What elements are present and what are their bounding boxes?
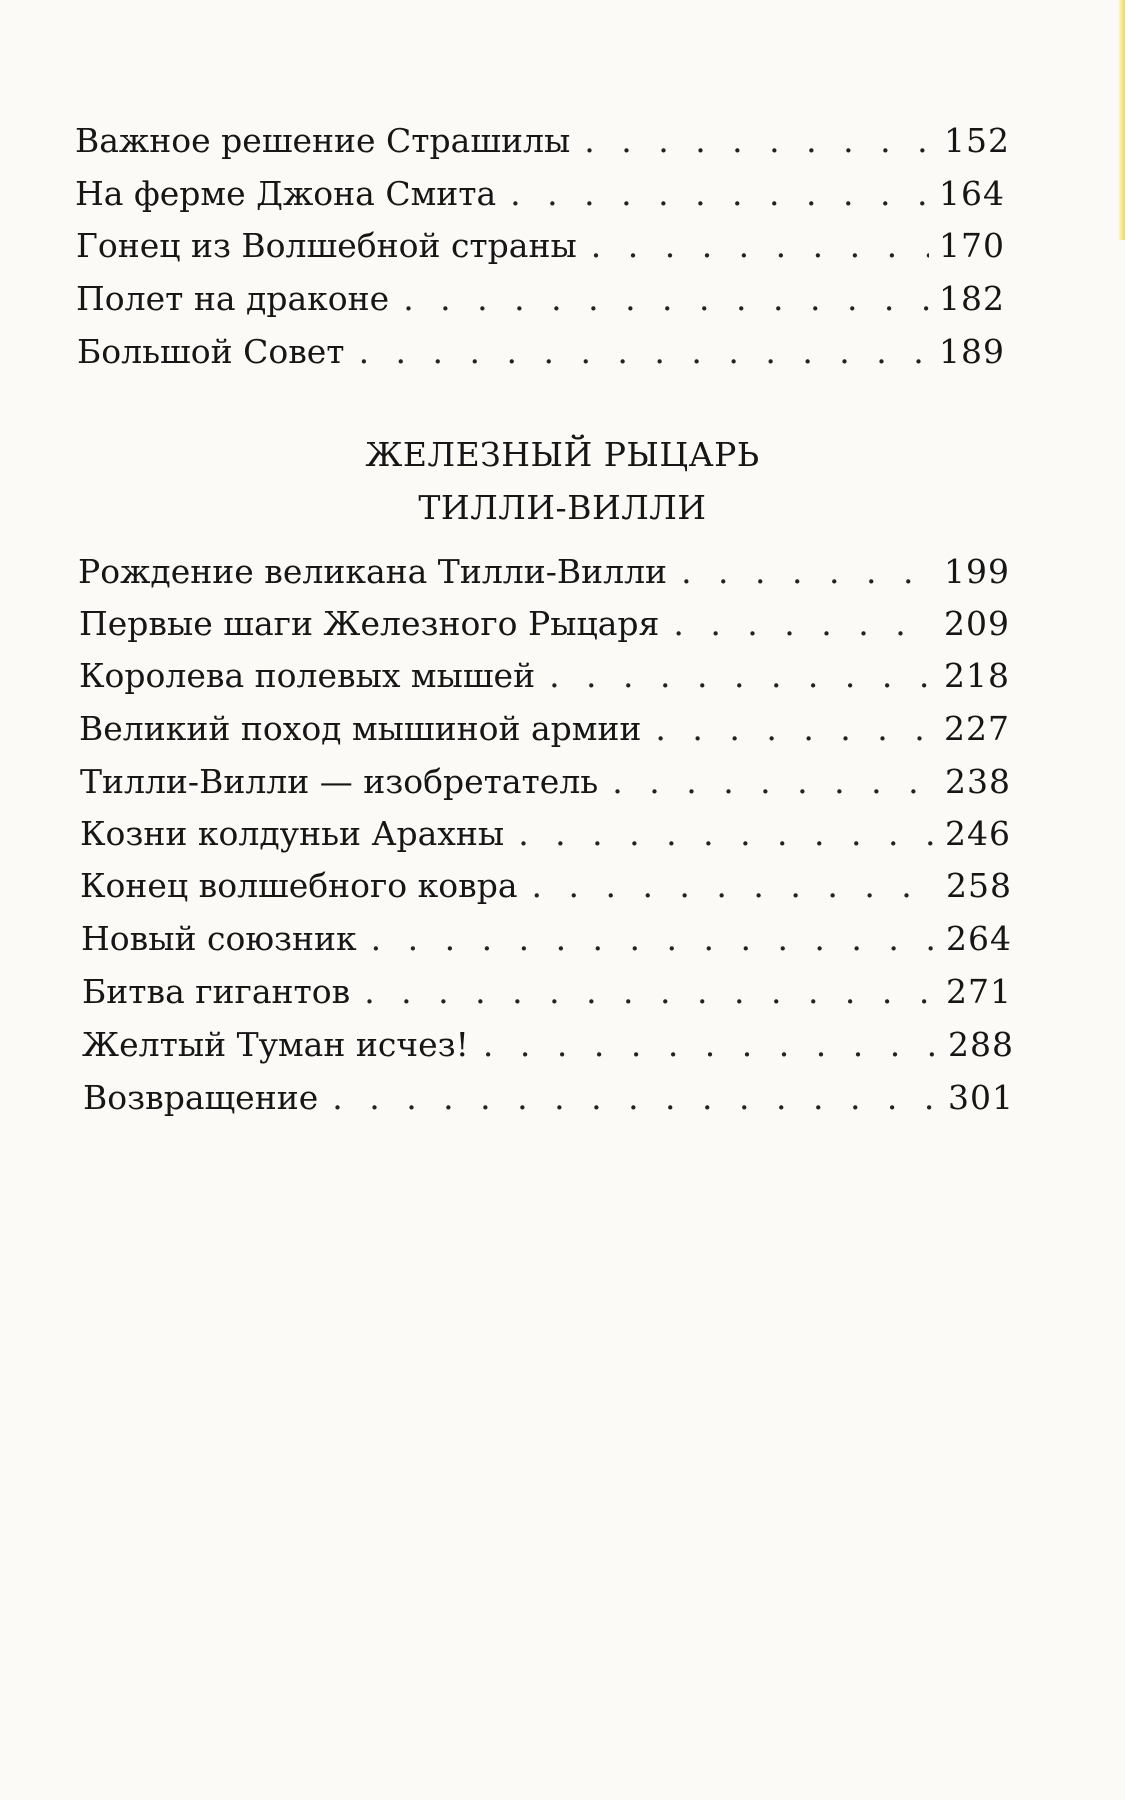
toc-entry[interactable] [80, 758, 1011, 806]
toc-entry-page: 288 [948, 1025, 1014, 1064]
toc-entry[interactable] [81, 915, 1012, 963]
toc-entry-title: Полет на драконе [76, 279, 390, 318]
toc-entry-title: Гонец из Волшебной страны [76, 226, 577, 265]
dot-leader [532, 862, 936, 910]
toc-entry[interactable] [77, 328, 1005, 376]
toc-entry[interactable] [83, 1074, 1014, 1122]
toc-entry-title: Королева полевых мышей [79, 656, 536, 695]
toc-entry-title: Козни колдуньи Арахны [80, 814, 505, 853]
dot-leader [371, 915, 936, 963]
toc-entry-page: 199 [944, 552, 1010, 591]
dot-leader [655, 705, 934, 753]
toc-entry-title: Рождение великана Тилли-Вилли [78, 552, 668, 591]
toc-entry[interactable] [79, 652, 1010, 700]
dot-leader [403, 275, 929, 323]
dot-leader [549, 652, 934, 700]
dot-leader [591, 222, 929, 270]
toc-entry-title: Первые шаги Железного Рыцаря [79, 604, 660, 643]
toc-entry[interactable] [79, 705, 1010, 753]
toc-entry[interactable] [82, 1021, 1014, 1069]
toc-entry-page: 164 [939, 174, 1005, 213]
toc-entry[interactable] [80, 862, 1012, 910]
dot-leader [332, 1074, 938, 1122]
toc-entry-page: 246 [945, 814, 1011, 853]
dot-leader [612, 758, 935, 806]
toc-entry-page: 182 [939, 279, 1005, 318]
toc-entry-page: 218 [944, 656, 1010, 695]
dot-leader [510, 170, 929, 218]
dot-leader [681, 548, 934, 596]
toc-entry-page: 264 [946, 919, 1012, 958]
toc-entry[interactable] [75, 170, 1005, 218]
section-title-line-2: ТИЛЛИ-ВИЛЛИ [418, 488, 707, 527]
toc-entry[interactable] [80, 810, 1011, 858]
toc-entry-title: Возвращение [83, 1078, 319, 1117]
dot-leader [483, 1021, 938, 1069]
toc-entry-title: Тилли-Вилли — изобретатель [80, 762, 599, 801]
toc-entry[interactable] [76, 222, 1005, 270]
dot-leader [673, 600, 934, 648]
toc-entry[interactable] [78, 548, 1010, 596]
toc-entry[interactable] [79, 600, 1010, 648]
toc-entry-page: 189 [939, 332, 1005, 371]
toc-entry-title: Великий поход мышиной армии [79, 709, 642, 748]
toc-entry-page: 227 [944, 709, 1010, 748]
page-edge [1118, 0, 1125, 240]
toc-entry-page: 238 [945, 762, 1011, 801]
dot-leader [518, 810, 935, 858]
section-title-line-1: ЖЕЛЕЗНЫЙ РЫЦАРЬ [365, 435, 760, 474]
toc-entry-title: На ферме Джона Смита [75, 174, 497, 213]
toc-entry[interactable] [76, 275, 1005, 323]
toc-entry-title: Важное решение Страшилы [75, 121, 571, 160]
toc-entry-title: Большой Совет [77, 332, 345, 371]
toc-entry-page: 209 [944, 604, 1010, 643]
toc-entry-page: 271 [946, 972, 1012, 1011]
toc-entry-page: 301 [948, 1078, 1014, 1117]
toc-entry-title: Новый союзник [81, 919, 357, 958]
toc-entry-page: 170 [939, 226, 1005, 265]
toc-entry-page: 258 [946, 866, 1012, 905]
toc-entry[interactable] [75, 117, 1010, 165]
toc-entry[interactable] [82, 968, 1012, 1016]
toc-entry-title: Битва гигантов [82, 972, 351, 1011]
dot-leader [584, 117, 934, 165]
toc-entry-title: Конец волшебного ковра [80, 866, 518, 905]
toc-entry-title: Желтый Туман исчез! [82, 1025, 469, 1064]
toc-entry-page: 152 [944, 121, 1010, 160]
dot-leader [359, 328, 929, 376]
dot-leader [364, 968, 936, 1016]
